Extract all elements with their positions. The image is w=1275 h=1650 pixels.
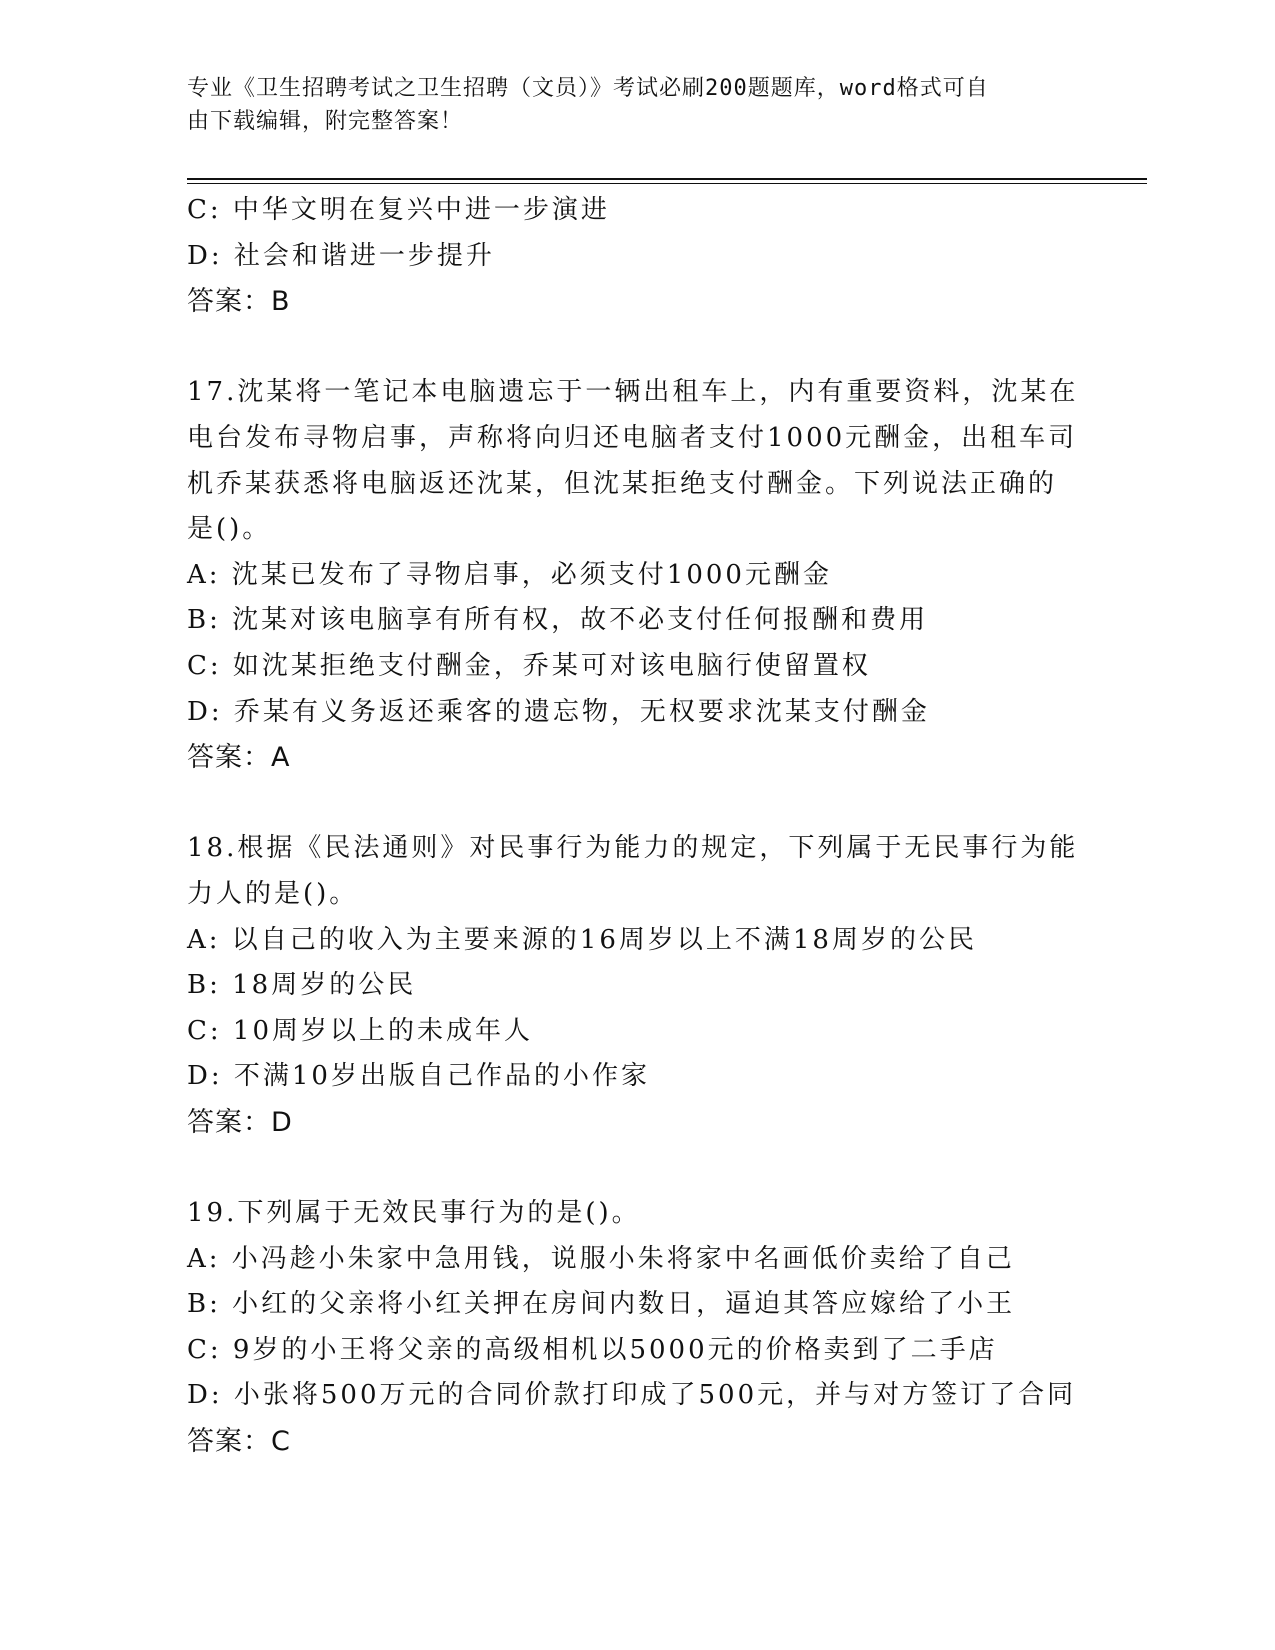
answer-line: 答案：D: [187, 1106, 293, 1138]
document-body: [187, 188, 1087, 1465]
header-line-1: 专业《卫生招聘考试之卫生招聘（文员）》考试必刷200题题库，word格式可自: [187, 76, 989, 101]
question-stem: 电台发布寻物启事，声称将向归还电脑者支付1000元酬金，出租车司: [187, 422, 1078, 453]
answer-line: 答案：A: [187, 742, 291, 774]
option-d: D: 小张将500万元的合同价款打印成了500元，并与对方签订了合同: [187, 1380, 1077, 1411]
spacer: [187, 781, 1087, 827]
question-18: [187, 826, 1087, 1145]
option-c: C: 如沈某拒绝支付酬金，乔某可对该电脑行使留置权: [187, 650, 871, 681]
question-stem: 18.根据《民法通则》对民事行为能力的规定，下列属于无民事行为能: [187, 833, 1079, 864]
question-stem: 是()。: [187, 514, 272, 545]
option-c: C: 10周岁以上的未成年人: [187, 1015, 534, 1046]
answer-line: 答案：B: [187, 286, 291, 318]
spacer: [187, 325, 1087, 371]
question-stem: 19.下列属于无效民事行为的是()。: [187, 1198, 641, 1229]
question-19: [187, 1191, 1087, 1465]
option-c: C: 9岁的小王将父亲的高级相机以5000元的价格卖到了二手店: [187, 1334, 998, 1365]
option-b: B: 18周岁的公民: [187, 970, 417, 1001]
header-line-2: 由下载编辑，附完整答案！: [187, 109, 464, 134]
header-rule-thick: [187, 178, 1147, 180]
document-header: [187, 72, 1087, 138]
question-stem: 机乔某获悉将电脑返还沈某，但沈某拒绝支付酬金。下列说法正确的: [187, 468, 1058, 499]
option-b: B: 沈某对该电脑享有所有权，故不必支付任何报酬和费用: [187, 605, 929, 636]
question-stem: 17.沈某将一笔记本电脑遗忘于一辆出租车上，内有重要资料，沈某在: [187, 377, 1079, 408]
option-d: D: 社会和谐进一步提升: [187, 240, 495, 271]
option-a: A: 小冯趁小朱家中急用钱，说服小朱将家中名画低价卖给了自己: [187, 1243, 1015, 1274]
option-b: B: 小红的父亲将小红关押在房间内数日，逼迫其答应嫁给了小王: [187, 1289, 1016, 1320]
option-d: D: 不满10岁出版自己作品的小作家: [187, 1061, 650, 1092]
question-stem: 力人的是()。: [187, 878, 359, 909]
question-16: [187, 188, 1087, 325]
option-c: C: 中华文明在复兴中进一步演进: [187, 195, 610, 225]
spacer: [187, 1145, 1087, 1191]
answer-line: 答案：C: [187, 1426, 291, 1458]
question-17: [187, 370, 1087, 780]
option-d: D: 乔某有义务返还乘客的遗忘物，无权要求沈某支付酬金: [187, 696, 930, 727]
option-a: A: 以自己的收入为主要来源的16周岁以上不满18周岁的公民: [187, 924, 977, 955]
option-a: A: 沈某已发布了寻物启事，必须支付1000元酬金: [187, 559, 832, 590]
header-rule-thin: [187, 183, 1147, 184]
